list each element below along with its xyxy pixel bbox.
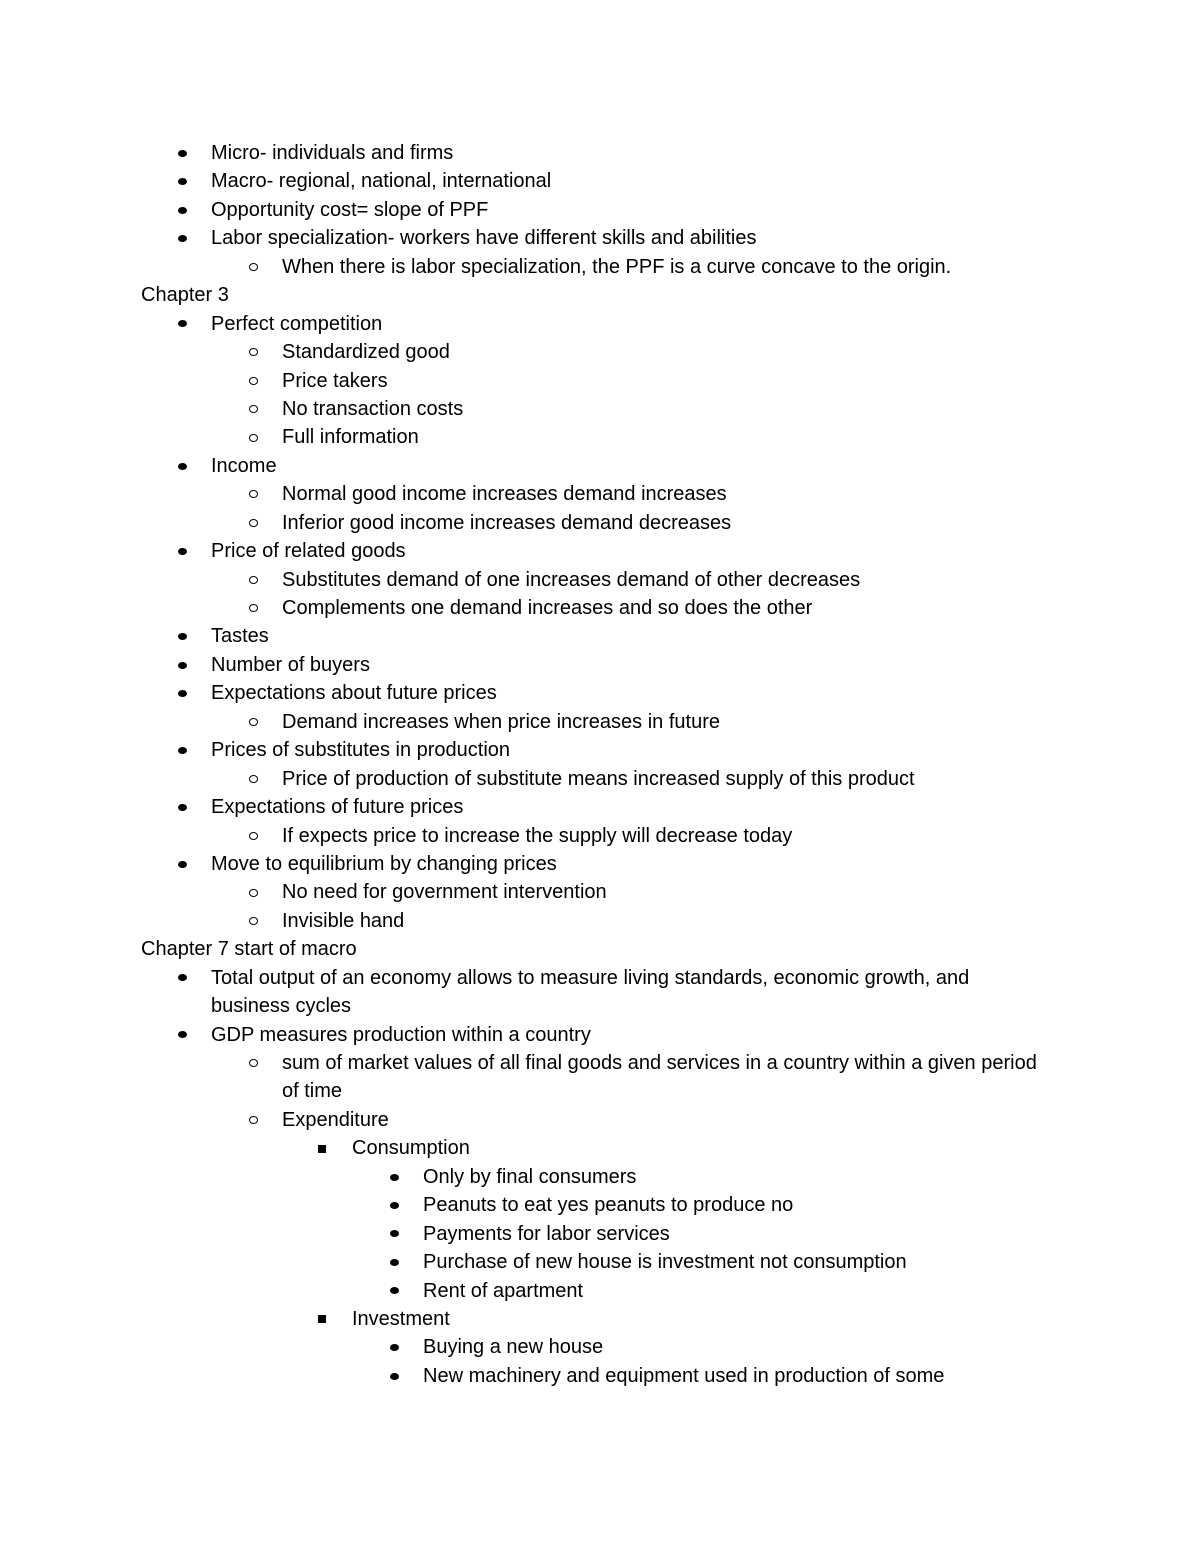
disc-bullet-icon [178,1031,187,1038]
bullet-marker [390,1362,399,1390]
item-text: Buying a new house [423,1336,604,1359]
list-item [0,594,1200,622]
list-item [0,338,1200,366]
item-text: Price takers [282,369,388,392]
item-text: Price of production of substitute means increased supply of this product [282,767,915,790]
list-item [0,1163,1200,1191]
item-text: Micro- individuals and firms [211,142,454,164]
bullet-marker [249,253,258,281]
list-item [0,1333,1200,1361]
circle-bullet-icon [249,775,258,783]
list-item [0,395,1200,423]
bullet-marker [178,651,187,679]
item-text: Macro- regional, national, international [211,170,552,193]
disc-bullet-icon [178,633,187,640]
bullet-marker [178,736,187,764]
item-text: Payments for labor services [423,1222,670,1245]
bullet-marker [318,1305,326,1333]
item-text: Standardized good [282,341,450,364]
item-text: Labor specialization- workers have different skills and abilities [211,227,757,250]
disc-bullet-icon [390,1202,399,1209]
list-item [0,1362,1200,1390]
section-heading [0,281,1200,309]
bullet-marker [390,1163,399,1191]
list-item [0,822,1200,850]
bullet-marker [178,167,187,195]
disc-bullet-icon [390,1259,399,1266]
circle-bullet-icon [249,917,258,925]
item-text: Demand increases when price increases in future [282,710,720,733]
list-item [0,907,1200,935]
item-text: Expectations of future prices [211,796,464,819]
list-item [0,310,1200,338]
bullet-marker [390,1220,399,1248]
bullet-marker [249,1106,258,1134]
list-item [0,679,1200,707]
item-text: Full information [282,426,419,449]
disc-bullet-icon [178,548,187,555]
disc-bullet-icon [178,861,187,868]
circle-bullet-icon [249,604,258,612]
item-text: Opportunity cost= slope of PPF [211,198,489,221]
bullet-marker [178,452,187,480]
disc-bullet-icon [178,320,187,327]
item-text: Expectations about future prices [211,682,497,705]
bullet-marker [178,537,187,565]
list-item [0,736,1200,764]
item-text: Tastes [211,625,269,648]
list-item [0,1191,1200,1219]
bullet-marker [178,679,187,707]
disc-bullet-icon [390,1344,399,1351]
heading-text: Chapter 7 start of macro [141,938,357,961]
disc-bullet-icon [390,1230,399,1237]
item-text: Prices of substitutes in production [211,739,511,762]
disc-bullet-icon [178,235,187,242]
heading-text: Chapter 3 [141,284,229,307]
disc-bullet-icon [178,150,187,157]
bullet-marker [178,310,187,338]
bullet-marker [178,793,187,821]
disc-bullet-icon [390,1174,399,1181]
document-page [0,139,1200,1390]
bullet-marker [249,878,258,906]
list-item [0,651,1200,679]
list-item [0,1305,1200,1333]
list-item [0,367,1200,395]
list-item [0,964,1040,1021]
list-item [0,765,1200,793]
disc-bullet-icon [178,662,187,669]
item-text: Consumption [352,1137,470,1160]
list-item [0,622,1200,650]
list-item [0,224,1200,252]
bullet-marker [249,509,258,537]
item-text: GDP measures production within a country [211,1023,591,1046]
item-text: Number of buyers [211,653,370,676]
bullet-marker [178,850,187,878]
bullet-marker [318,1134,326,1162]
list-item [0,1106,1200,1134]
bullet-marker [390,1248,399,1276]
bullet-marker [249,395,258,423]
circle-bullet-icon [249,490,258,498]
list-item [0,480,1200,508]
list-item [0,1021,1200,1049]
item-text: Normal good income increases demand increases [282,483,727,506]
bullet-marker [249,480,258,508]
list-item [0,1248,1200,1276]
list-item [0,196,1200,224]
item-text: Only by final consumers [423,1165,637,1188]
bullet-marker [390,1191,399,1219]
bullet-marker [178,1021,187,1049]
item-text: Invisible hand [282,909,405,932]
square-bullet-icon [318,1315,326,1323]
list-item [0,708,1200,736]
list-item [0,1220,1200,1248]
bullet-marker [249,765,258,793]
item-text: No transaction costs [282,397,464,420]
disc-bullet-icon [178,974,187,981]
list-item [0,167,1200,195]
bullet-marker [390,1277,399,1305]
disc-bullet-icon [178,178,187,185]
circle-bullet-icon [249,1059,258,1067]
bullet-marker [249,566,258,594]
circle-bullet-icon [249,348,258,356]
disc-bullet-icon [178,804,187,811]
item-text: Perfect competition [211,312,383,335]
bullet-marker [249,338,258,366]
list-item [0,509,1200,537]
circle-bullet-icon [249,405,258,413]
list-item [0,566,1200,594]
bullet-marker [249,594,258,622]
circle-bullet-icon [249,718,258,726]
disc-bullet-icon [178,463,187,470]
item-text: Complements one demand increases and so does the other [282,597,813,619]
bullet-marker [249,1049,258,1077]
list-item [0,1049,1040,1106]
item-text: If expects price to increase the supply will decrease today [282,824,793,847]
list-item [0,850,1200,878]
item-text: Income [211,454,277,477]
bullet-marker [249,708,258,736]
list-item [0,1134,1200,1162]
item-text: Investment [352,1308,450,1330]
disc-bullet-icon [390,1287,399,1294]
item-text: New machinery and equipment used in production of some [423,1364,945,1387]
list-item [0,793,1200,821]
bullet-marker [178,139,187,167]
circle-bullet-icon [249,832,258,840]
list-item [0,253,1200,281]
item-text: Rent of apartment [423,1279,584,1302]
bullet-marker [390,1333,399,1361]
item-text: Substitutes demand of one increases demand of other decreases [282,568,861,591]
item-text: sum of market values of all final goods and services in a country within a given period of time [282,1052,1037,1103]
item-text: Peanuts to eat yes peanuts to produce no [423,1194,794,1217]
bullet-marker [178,622,187,650]
circle-bullet-icon [249,889,258,897]
circle-bullet-icon [249,263,258,271]
bullet-marker [178,964,187,992]
bullet-marker [249,367,258,395]
item-text: Purchase of new house is investment not consumption [423,1251,907,1274]
disc-bullet-icon [178,747,187,754]
section-heading [0,935,1200,963]
item-text: No need for government intervention [282,881,607,904]
list-item [0,423,1200,451]
bullet-marker [178,196,187,224]
item-text: When there is labor specialization, the PPF is a curve concave to the origin. [282,255,952,278]
disc-bullet-icon [178,690,187,697]
circle-bullet-icon [249,377,258,385]
list-item [0,139,1200,167]
item-text: Inferior good income increases demand decreases [282,511,732,534]
circle-bullet-icon [249,576,258,584]
item-text: Move to equilibrium by changing prices [211,852,557,875]
square-bullet-icon [318,1145,326,1153]
circle-bullet-icon [249,434,258,442]
item-text: Total output of an economy allows to measure living standards, economic growth, and business cycles [211,966,970,1018]
bullet-marker [178,224,187,252]
list-item [0,537,1200,565]
bullet-marker [249,423,258,451]
item-text: Expenditure [282,1108,389,1131]
list-item [0,878,1200,906]
circle-bullet-icon [249,1116,258,1124]
disc-bullet-icon [178,207,187,214]
disc-bullet-icon [390,1373,399,1380]
bullet-marker [249,822,258,850]
list-item [0,452,1200,480]
item-text: Price of related goods [211,540,406,563]
bullet-marker [249,907,258,935]
circle-bullet-icon [249,519,258,527]
list-item [0,1277,1200,1305]
